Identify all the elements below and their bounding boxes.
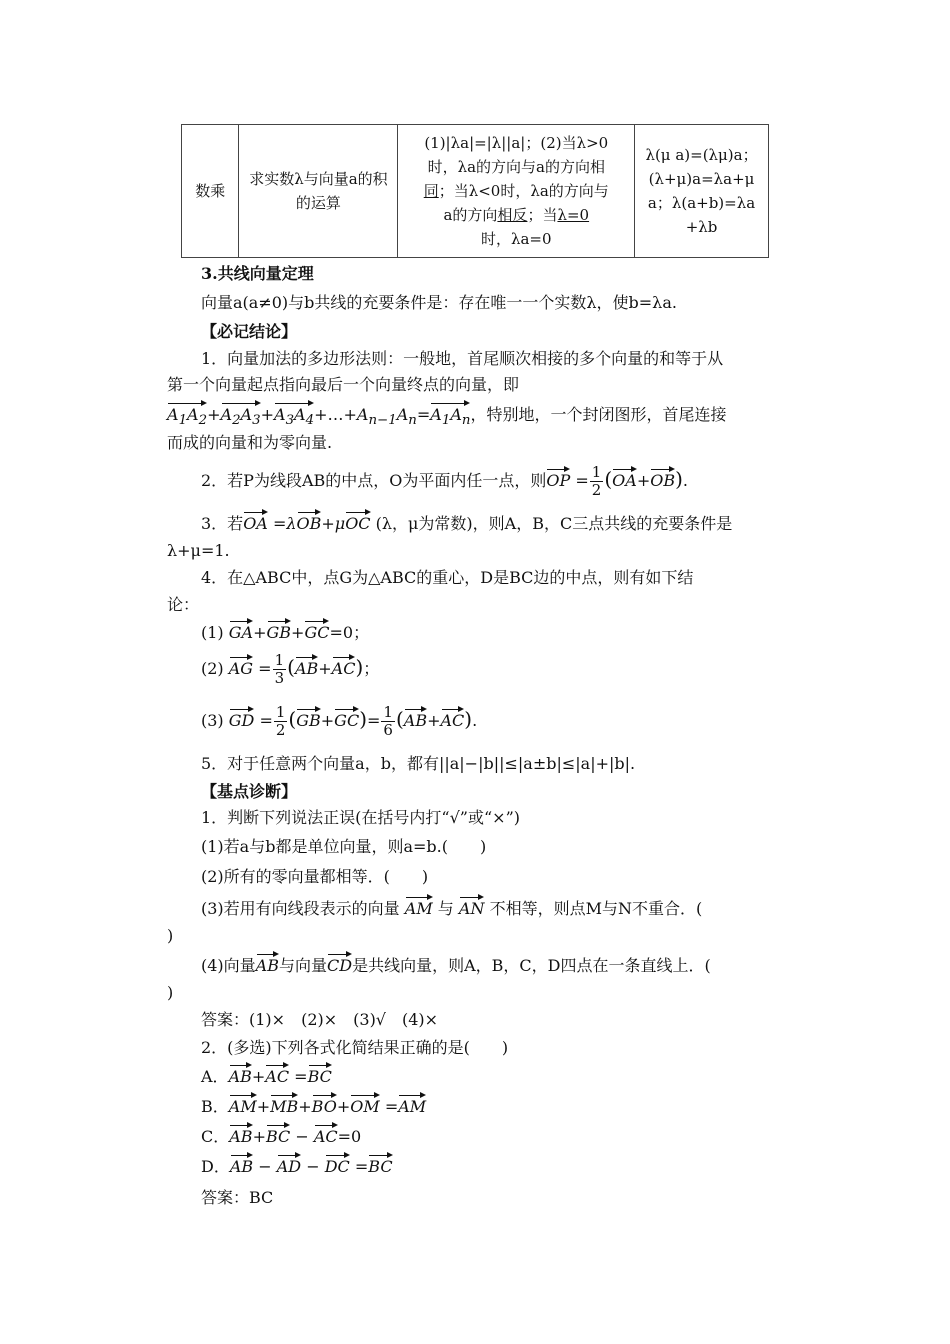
question-1-item: (2)所有的零向量都相等．( ): [201, 867, 429, 886]
centroid-formula-3: (3) GD = $\frac{1}{2}$ (GB+GC)= $\frac{1}{6}$ (AB+AC).: [201, 703, 478, 739]
fraction: $\frac{1}{3}$: [274, 651, 285, 687]
vector-label: AB: [229, 1122, 252, 1146]
rule-text: ；当λ<0时，λa的方向与: [438, 182, 609, 200]
conclusion-3-line: λ+μ=1.: [167, 541, 230, 560]
operation-name: 数乘: [195, 182, 226, 200]
conclusion-5: 5．对于任意两个向量a，b，都有||a|−|b||≤|a±b|≤|a|+|b|.: [201, 754, 636, 773]
vector-label: AG: [229, 654, 253, 678]
answer-1: 答案：(1)× (2)× (3)√ (4)×: [201, 1010, 439, 1029]
vector-label: $A_1A_n$: [430, 400, 470, 430]
vector-label: AB: [230, 1152, 253, 1176]
vector-label: BC: [368, 1152, 392, 1176]
vector-label: GC: [334, 706, 359, 730]
theorem-text: 向量a(a≠0)与b共线的充要条件是：存在唯一一个实数λ，使b=λa.: [201, 293, 677, 312]
option-d: D．AB − AD − DC =BC: [201, 1152, 393, 1179]
question-text: (4)向量: [201, 956, 256, 975]
question-text: 与向量: [278, 956, 327, 975]
vector-label: AB: [295, 654, 318, 678]
law-line: +λb: [685, 218, 718, 236]
law-line: (λ+μ)a=λa+μ: [648, 170, 755, 188]
vector-label: AN: [459, 894, 485, 918]
rule-line: 时，λa=0: [480, 230, 552, 248]
rule-line: (1)|λa|=|λ||a|；(2)当λ>0: [424, 134, 609, 152]
question-2: 2．(多选)下列各式化简结果正确的是( ): [201, 1038, 509, 1057]
question-1-item: [201, 894, 702, 921]
vector-label: AD: [277, 1152, 301, 1176]
question-text: 是共线向量，则A，B，C，D四点在一条直线上．(: [352, 956, 711, 975]
vector-label: OA: [612, 466, 637, 490]
vector-label: AB: [404, 706, 427, 730]
option-label: A．: [201, 1067, 229, 1086]
vector-label: AM: [405, 894, 433, 918]
conclusion-3: 3．若OA =λOB+μOC (λ，μ为常数)，则A，B，C三点共线的充要条件是: [201, 509, 732, 536]
vector-label: BC: [308, 1062, 332, 1086]
conclusion-text: 3．若: [201, 514, 244, 533]
vector-label: BC: [266, 1122, 290, 1146]
option-b: B．AM+MB+BO+OM =AM: [201, 1092, 426, 1119]
vector-label: AC: [314, 1122, 338, 1146]
question-1-item-end: ): [167, 926, 174, 945]
rule-text: a的方向: [443, 206, 498, 224]
vector-label: AC: [265, 1062, 289, 1086]
centroid-formula-2: (2) AG = $\frac{1}{3}$ (AB+AC)；: [201, 651, 380, 687]
conclusion-4-line: 4．在△ABC中，点G为△ABC的重心，D是BC边的中点，则有如下结: [201, 568, 694, 587]
conclusion-1-line: 1．向量加法的多边形法则：一般地，首尾顺次相接的多个向量的和等于从: [201, 349, 724, 368]
question-1-item-end: ): [167, 983, 174, 1002]
conclusion-1-line: 第一个向量起点指向最后一个向量终点的向量，即: [167, 375, 520, 394]
vector-label: $A_1A_2$: [167, 400, 207, 430]
vector-label: DC: [325, 1152, 350, 1176]
table-row: [182, 125, 769, 258]
option-a: A．AB+AC =BC: [201, 1062, 332, 1089]
vector-label: OC: [345, 509, 370, 533]
underlined-term: 同: [423, 182, 439, 200]
operation-rule-cell: [398, 125, 635, 258]
fraction: $\frac{1}{2}$: [275, 703, 286, 739]
vector-label: OP: [546, 466, 570, 490]
vector-label: $A_3A_4$: [274, 400, 314, 430]
centroid-formula-1: (1) GA+GB+GC=0；: [201, 618, 369, 645]
vector-label: MB: [270, 1092, 298, 1116]
question-text: (3)若用有向线段表示的向量: [201, 899, 400, 918]
question-text: 与: [437, 899, 454, 918]
vector-label: AB: [229, 1062, 252, 1086]
question-1: 1．判断下列说法正误(在括号内打“√”或“×”): [201, 808, 520, 827]
conclusion-4-line: 论：: [167, 595, 200, 614]
vector-label: $A_2A_3$: [221, 400, 261, 430]
conclusion-2: 2．若P为线段AB的中点，O为平面内任一点，则OP = $\frac{1}{2}$ (OA+OB).: [201, 463, 688, 499]
formula-tail: ，特别地，一个封闭图形，首尾连接: [470, 405, 727, 424]
fraction: $\frac{1}{6}$: [383, 703, 393, 739]
vector-label: AC: [332, 654, 356, 678]
vector-label: GA: [229, 618, 253, 642]
vector-label: OB: [650, 466, 675, 490]
vector-label: OB: [297, 509, 322, 533]
vector-label: AM: [398, 1092, 426, 1116]
vector-label: BO: [312, 1092, 337, 1116]
diagnosis-heading: 【基点诊断】: [201, 782, 298, 801]
option-label: C．: [201, 1127, 230, 1146]
operation-table: [181, 124, 769, 258]
vector-label: GB: [267, 618, 292, 642]
conclusion-1-formula: $A_1A_2+A_2A_3+A_3A_4+\dots+A_{n-1}A_n=A_1A_n$，特别地，一个封闭图形，首尾连接: [167, 400, 726, 433]
operation-name-cell: [182, 125, 239, 258]
question-1-item: [201, 951, 711, 978]
law-line: a；λ(a+b)=λa: [647, 194, 756, 212]
vector-label: OA: [243, 509, 268, 533]
vector-label: AB: [256, 951, 279, 975]
rule-text: ；当: [527, 206, 558, 224]
answer-2: 答案：BC: [201, 1188, 274, 1207]
option-c: C．AB+BC − AC=0: [201, 1122, 361, 1149]
vector-label: AM: [229, 1092, 257, 1116]
rule-line: [404, 179, 628, 203]
question-text: 不相等，则点M与N不重合．(: [489, 899, 703, 918]
operation-definition: 求实数λ与向量a的积的运算: [249, 170, 388, 212]
vector-label: GC: [304, 618, 329, 642]
conclusion-1-line: 而成的向量和为零向量.: [167, 433, 333, 452]
vector-label: OM: [350, 1092, 380, 1116]
operation-definition-cell: [239, 125, 398, 258]
option-label: B．: [201, 1097, 229, 1116]
law-line: λ(μ a)=(λμ)a；: [645, 146, 758, 164]
rule-line: 时，λa的方向与a的方向相: [427, 158, 605, 176]
conclusion-text: (λ，μ为常数)，则A，B，C三点共线的充要条件是: [375, 514, 733, 533]
section-heading: 3.共线向量定理: [201, 264, 314, 283]
vector-label: AC: [441, 706, 465, 730]
underlined-term: λ=0: [557, 206, 590, 224]
vector-label: GB: [296, 706, 321, 730]
conclusions-heading: 【必记结论】: [201, 322, 298, 341]
option-label: D．: [201, 1157, 230, 1176]
fraction: $\frac{1}{2}$: [591, 463, 602, 499]
rule-line: [404, 203, 628, 227]
conclusion-text: 2．若P为线段AB的中点，O为平面内任一点，则: [201, 471, 547, 490]
vector-label: GD: [229, 706, 255, 730]
underlined-term: 相反: [497, 206, 528, 224]
question-1-item: (1)若a与b都是单位向量，则a=b.( ): [201, 837, 487, 856]
operation-law-cell: [635, 125, 769, 258]
vector-label: CD: [327, 951, 352, 975]
